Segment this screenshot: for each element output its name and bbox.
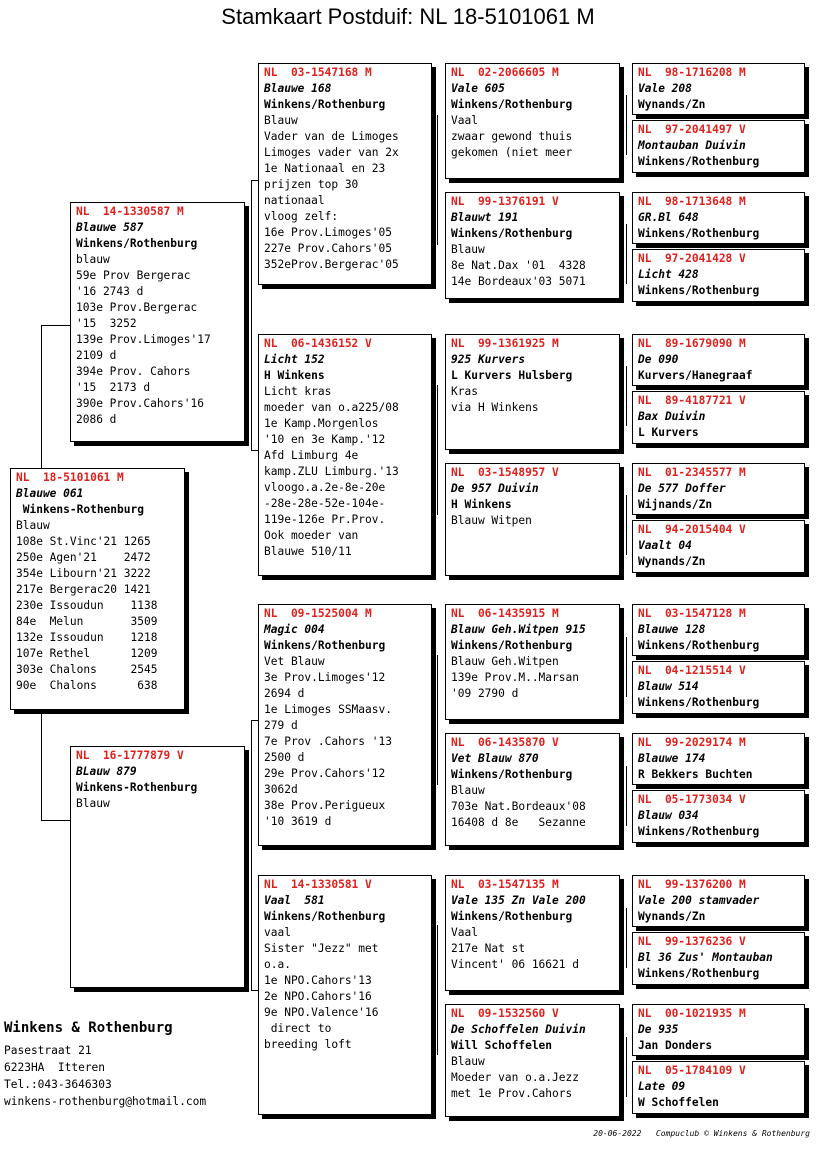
ring-number: NL 09-1525004 M: [264, 607, 372, 620]
pigeon-owner: Wynands/Zn: [638, 98, 706, 111]
note-line: Vaal: [451, 114, 478, 127]
connector-line: [251, 990, 258, 991]
pigeon-owner: Winkens-Rothenburg: [16, 503, 144, 516]
note-line: Vincent' 06 16621 d: [451, 958, 579, 971]
note-line: Blauw: [264, 114, 298, 127]
note-line: 227e Prov.Cahors'05: [264, 242, 392, 255]
ring-number: NL 89-4187721 V: [638, 394, 746, 407]
ring-number: NL 16-1777879 V: [76, 749, 184, 762]
great-grandparent-card[interactable]: [445, 192, 620, 299]
note-line: 303e Chalons 2545: [16, 663, 158, 676]
pigeon-name: Vaal 581: [264, 894, 325, 907]
note-line: 354e Libourn'21 3222: [16, 567, 151, 580]
pigeon-owner: L Kurvers: [638, 426, 699, 439]
note-line: 2694 d: [264, 687, 305, 700]
pigeon-owner: L Kurvers Hulsberg: [451, 369, 573, 382]
note-line: Blauw: [451, 784, 485, 797]
pigeon-owner: Winkens/Rothenburg: [638, 696, 760, 709]
note-line: 84e Melun 3509: [16, 615, 158, 628]
pigeon-owner: R Bekkers Buchten: [638, 768, 753, 781]
great-grandparent-card[interactable]: [445, 63, 620, 179]
pigeon-name: De 090: [638, 353, 679, 366]
gen4-card[interactable]: [632, 63, 805, 115]
connector-line: [41, 710, 42, 820]
pigeon-owner: Winkens-Rothenburg: [76, 781, 198, 794]
note-line: Vaal: [451, 926, 478, 939]
ring-number: NL 98-1716208 M: [638, 66, 746, 79]
connector-line: [251, 720, 258, 721]
note-line: 16408 d 8e Sezanne: [451, 816, 586, 829]
note-line: Blauw Witpen: [451, 514, 532, 527]
note-line: 703e Nat.Bordeaux'08: [451, 800, 586, 813]
great-grandparent-card[interactable]: [445, 1004, 620, 1117]
pigeon-name: Montauban Duivin: [638, 139, 746, 152]
credit-text: Compuclub © Winkens & Rothenburg: [655, 1129, 810, 1138]
pigeon-owner: Winkens/Rothenburg: [451, 98, 573, 111]
pigeon-name: Blauwe 061: [16, 487, 84, 500]
pigeon-name: Blauwe 174: [638, 752, 706, 765]
pigeon-name: GR.Bl 648: [638, 211, 699, 224]
note-line: 14e Bordeaux'03 5071: [451, 275, 586, 288]
note-line: Vader van de Limoges: [264, 130, 399, 143]
gen4-card[interactable]: [632, 334, 805, 386]
connector-line: [626, 495, 627, 555]
pigeon-owner: H Winkens: [264, 369, 325, 382]
gen4-card[interactable]: [632, 391, 805, 444]
note-line: 217e Bergerac20 1421: [16, 583, 151, 596]
note-line: 394e Prov. Cahors: [76, 365, 191, 378]
ring-number: NL 99-1376200 M: [638, 878, 746, 891]
pigeon-owner: Winkens/Rothenburg: [451, 227, 573, 240]
pigeon-name: Licht 152: [264, 353, 325, 366]
pigeon-owner: Jan Donders: [638, 1039, 713, 1052]
note-line: 1e Nationaal en 23: [264, 162, 386, 175]
pigeon-owner: Winkens/Rothenburg: [451, 910, 573, 923]
note-line: 29e Prov.Cahors'12: [264, 767, 386, 780]
pigeon-owner: Winkens/Rothenburg: [76, 237, 198, 250]
gen4-card[interactable]: [632, 790, 805, 843]
connector-line: [437, 385, 438, 515]
note-line: vloogo.a.2e-8e-20e: [264, 481, 386, 494]
pigeon-owner: Winkens/Rothenburg: [264, 639, 386, 652]
gen4-card[interactable]: [632, 875, 805, 927]
page-title: Stamkaart Postduif: NL 18-5101061 M: [221, 4, 595, 29]
note-line: '16 2743 d: [76, 285, 144, 298]
ring-number: NL 98-1713648 M: [638, 195, 746, 208]
pigeon-owner: Wynands/Zn: [638, 555, 706, 568]
grandparent-card[interactable]: [258, 604, 432, 846]
note-line: Blauw: [451, 243, 485, 256]
connector-line: [437, 655, 438, 785]
note-line: 390e Prov.Cahors'16: [76, 397, 204, 410]
pigeon-owner: Winkens/Rothenburg: [451, 768, 573, 781]
ring-number: NL 99-1376191 V: [451, 195, 559, 208]
ring-number: NL 03-1547128 M: [638, 607, 746, 620]
note-line: 1e Kamp.Morgenlos: [264, 417, 379, 430]
connector-line: [41, 820, 71, 821]
note-line: gekomen (niet meer: [451, 146, 573, 159]
pigeon-owner: W Schoffelen: [638, 1096, 719, 1109]
great-grandparent-card[interactable]: [445, 604, 620, 720]
grandparent-card[interactable]: [258, 63, 432, 285]
pigeon-owner: Winkens/Rothenburg: [638, 825, 760, 838]
note-line: 1e Limoges SSMaasv.: [264, 703, 392, 716]
note-line: 107e Rethel 1209: [16, 647, 158, 660]
note-line: 352eProv.Bergerac'05: [264, 258, 399, 271]
note-line: 2086 d: [76, 413, 117, 426]
pigeon-owner: Winkens/Rothenburg: [264, 98, 386, 111]
note-line: nationaal: [264, 194, 325, 207]
connector-line: [626, 766, 627, 826]
pigeon-owner: Winkens/Rothenburg: [638, 284, 760, 297]
phone-line: Tel.:043-3646303: [4, 1078, 112, 1091]
city-line: 6223HA Itteren: [4, 1061, 106, 1074]
note-line: '09 2790 d: [451, 687, 519, 700]
note-line: 38e Prov.Perigueux: [264, 799, 386, 812]
note-line: 3e Prov.Limoges'12: [264, 671, 386, 684]
note-line: 119e-126e Pr.Prov.: [264, 513, 386, 526]
pigeon-name: Vet Blauw 870: [451, 752, 539, 765]
great-grandparent-card[interactable]: [445, 334, 620, 450]
note-line: 139e Prov.M..Marsan: [451, 671, 579, 684]
ring-number: NL 05-1784109 V: [638, 1064, 746, 1077]
note-line: Afd Limburg 4e: [264, 449, 359, 462]
gen4-card[interactable]: [632, 120, 805, 173]
pigeon-name: Vale 208: [638, 82, 692, 95]
ring-number: NL 09-1532560 V: [451, 1007, 559, 1020]
contact-block: [4, 1018, 206, 1110]
ring-number: NL 18-5101061 M: [16, 471, 124, 484]
note-line: 108e St.Vinc'21 1265: [16, 535, 151, 548]
pigeon-name: De 957 Duivin: [451, 482, 539, 495]
note-line: o.a.: [264, 958, 291, 971]
ring-number: NL 94-2015404 V: [638, 523, 746, 536]
note-line: moeder van o.a225/08: [264, 401, 399, 414]
pigeon-name: Blauw Geh.Witpen 915: [451, 623, 586, 636]
connector-line: [251, 180, 258, 181]
connector-line: [41, 325, 71, 326]
sire-card[interactable]: [70, 202, 245, 442]
pigeon-name: 925 Kurvers: [451, 353, 526, 366]
grandparent-card[interactable]: [258, 334, 432, 576]
note-line: Licht kras: [264, 385, 332, 398]
ring-number: NL 06-1435915 M: [451, 607, 559, 620]
gen4-card[interactable]: [632, 520, 805, 573]
note-line: Blauw: [16, 519, 50, 532]
subject-pigeon-card[interactable]: [10, 468, 185, 710]
connector-line: [626, 1037, 627, 1097]
note-line: Ook moeder van: [264, 529, 359, 542]
great-grandparent-card[interactable]: [445, 463, 620, 576]
note-line: Blauw: [76, 797, 110, 810]
note-line: 1e NPO.Cahors'13: [264, 974, 372, 987]
note-line: 9e NPO.Valence'16: [264, 1006, 379, 1019]
pigeon-name: Vale 605: [451, 82, 505, 95]
pigeon-owner: Winkens/Rothenburg: [638, 227, 760, 240]
ring-number: NL 14-1330587 M: [76, 205, 184, 218]
pigeon-name: Blauwt 191: [451, 211, 519, 224]
address-line: Pasestraat 21: [4, 1044, 92, 1057]
connector-line: [41, 325, 42, 468]
note-line: Limoges vader van 2x: [264, 146, 399, 159]
note-line: 103e Prov.Bergerac: [76, 301, 198, 314]
pigeon-name: Blauwe 587: [76, 221, 144, 234]
pigeon-name: Vaalt 04: [638, 539, 692, 552]
ring-number: NL 06-1436152 V: [264, 337, 372, 350]
gen4-card[interactable]: [632, 733, 805, 785]
connector-line: [251, 450, 258, 451]
note-line: direct to: [264, 1022, 332, 1035]
pigeon-name: De Schoffelen Duivin: [451, 1023, 586, 1036]
ring-number: NL 99-1361925 M: [451, 337, 559, 350]
connector-line: [626, 95, 627, 155]
ring-number: NL 01-2345577 M: [638, 466, 746, 479]
pigeon-owner: H Winkens: [451, 498, 512, 511]
note-line: vaal: [264, 926, 291, 939]
note-line: 2500 d: [264, 751, 305, 764]
loft-name: Winkens & Rothenburg: [4, 1020, 173, 1036]
pigeon-name: BLauw 879: [76, 765, 137, 778]
note-line: blauw: [76, 253, 110, 266]
pigeon-owner: Winkens/Rothenburg: [264, 910, 386, 923]
note-line: 2e NPO.Cahors'16: [264, 990, 372, 1003]
note-line: kamp.ZLU Limburg.'13: [264, 465, 399, 478]
note-line: 250e Agen'21 2472: [16, 551, 151, 564]
note-line: 90e Chalons 638: [16, 679, 158, 692]
ring-number: NL 00-1021935 M: [638, 1007, 746, 1020]
ring-number: NL 03-1547135 M: [451, 878, 559, 891]
email-link[interactable]: winkens-rothenburg@hotmail.com: [4, 1095, 207, 1108]
note-line: '10 3619 d: [264, 815, 332, 828]
gen4-card[interactable]: [632, 463, 805, 515]
gen4-card[interactable]: [632, 1004, 805, 1056]
note-line: 59e Prov Bergerac: [76, 269, 191, 282]
note-line: '15 2173 d: [76, 381, 151, 394]
gen4-card[interactable]: [632, 192, 805, 244]
ring-number: NL 97-2041428 V: [638, 252, 746, 265]
note-line: Kras: [451, 385, 478, 398]
ring-number: NL 14-1330581 V: [264, 878, 372, 891]
pigeon-name: Blauwe 128: [638, 623, 706, 636]
pigeon-name: Magic 004: [264, 623, 325, 636]
ring-number: NL 99-2029174 M: [638, 736, 746, 749]
note-line: 139e Prov.Limoges'17: [76, 333, 211, 346]
note-line: zwaar gewond thuis: [451, 130, 573, 143]
pigeon-name: De 935: [638, 1023, 679, 1036]
note-line: Vet Blauw: [264, 655, 325, 668]
pigeon-name: Bax Duivin: [638, 410, 706, 423]
pigeon-name: Blauwe 168: [264, 82, 332, 95]
ring-number: NL 04-1215514 V: [638, 664, 746, 677]
grandparent-card[interactable]: [258, 875, 432, 1115]
pigeon-name: Blauw 514: [638, 680, 699, 693]
note-line: 279 d: [264, 719, 298, 732]
gen4-card[interactable]: [632, 604, 805, 656]
pigeon-name: Licht 428: [638, 268, 699, 281]
ring-number: NL 03-1547168 M: [264, 66, 372, 79]
ring-number: NL 05-1773034 V: [638, 793, 746, 806]
note-line: vloog zelf:: [264, 210, 339, 223]
connector-line: [437, 925, 438, 1055]
note-line: 16e Prov.Limoges'05: [264, 226, 392, 239]
pigeon-name: Vale 135 Zn Vale 200: [451, 894, 586, 907]
pigeon-owner: Winkens/Rothenburg: [638, 967, 760, 980]
note-line: '15 3252: [76, 317, 137, 330]
note-line: 2109 d: [76, 349, 117, 362]
connector-line: [251, 180, 252, 450]
pigeon-owner: Winkens/Rothenburg: [451, 639, 573, 652]
pigeon-name: Blauw 034: [638, 809, 699, 822]
pigeon-owner: Wijnands/Zn: [638, 498, 713, 511]
connector-line: [626, 637, 627, 697]
note-line: Blauw: [451, 1055, 485, 1068]
connector-line: [626, 224, 627, 284]
pigeon-owner: Will Schoffelen: [451, 1039, 553, 1052]
pigeon-owner: Kurvers/Hanegraaf: [638, 369, 753, 382]
ring-number: NL 03-1548957 V: [451, 466, 559, 479]
note-line: '10 en 3e Kamp.'12: [264, 433, 386, 446]
note-line: 132e Issoudun 1218: [16, 631, 158, 644]
pigeon-name: Bl 36 Zus' Montauban: [638, 951, 773, 964]
pigeon-owner: Wynands/Zn: [638, 910, 706, 923]
gen4-card[interactable]: [632, 1061, 805, 1114]
great-grandparent-card[interactable]: [445, 875, 620, 991]
pigeon-owner: Winkens/Rothenburg: [638, 155, 760, 168]
ring-number: NL 97-2041497 V: [638, 123, 746, 136]
connector-line: [626, 908, 627, 968]
note-line: 217e Nat st: [451, 942, 526, 955]
pigeon-name: De 577 Doffer: [638, 482, 726, 495]
great-grandparent-card[interactable]: [445, 733, 620, 846]
connector-line: [626, 366, 627, 426]
pigeon-name: Vale 200 stamvader: [638, 894, 760, 907]
note-line: 230e Issoudun 1138: [16, 599, 158, 612]
ring-number: NL 06-1435870 V: [451, 736, 559, 749]
ring-number: NL 89-1679090 M: [638, 337, 746, 350]
note-line: via H Winkens: [451, 401, 539, 414]
note-line: prijzen top 30: [264, 178, 359, 191]
note-line: 3062d: [264, 783, 298, 796]
gen4-card[interactable]: [632, 249, 805, 302]
pigeon-owner: Winkens/Rothenburg: [638, 639, 760, 652]
print-date: 20-06-2022: [593, 1129, 642, 1138]
note-line: Blauwe 510/11: [264, 545, 352, 558]
gen4-card[interactable]: [632, 661, 805, 714]
note-line: 8e Nat.Dax '01 4328: [451, 259, 586, 272]
connector-line: [437, 115, 438, 245]
note-line: met 1e Prov.Cahors: [451, 1087, 573, 1100]
note-line: breeding loft: [264, 1038, 352, 1051]
note-line: Blauw Geh.Witpen: [451, 655, 559, 668]
dam-card[interactable]: [70, 746, 245, 988]
note-line: Moeder van o.a.Jezz: [451, 1071, 579, 1084]
connector-line: [251, 720, 252, 990]
ring-number: NL 99-1376236 V: [638, 935, 746, 948]
note-line: Sister "Jezz" met: [264, 942, 379, 955]
note-line: -28e-28e-52e-104e-: [264, 497, 386, 510]
gen4-card[interactable]: [632, 932, 805, 985]
pigeon-name: Late 09: [638, 1080, 686, 1093]
footer: [593, 1129, 810, 1138]
note-line: 7e Prov .Cahors '13: [264, 735, 392, 748]
ring-number: NL 02-2066605 M: [451, 66, 559, 79]
